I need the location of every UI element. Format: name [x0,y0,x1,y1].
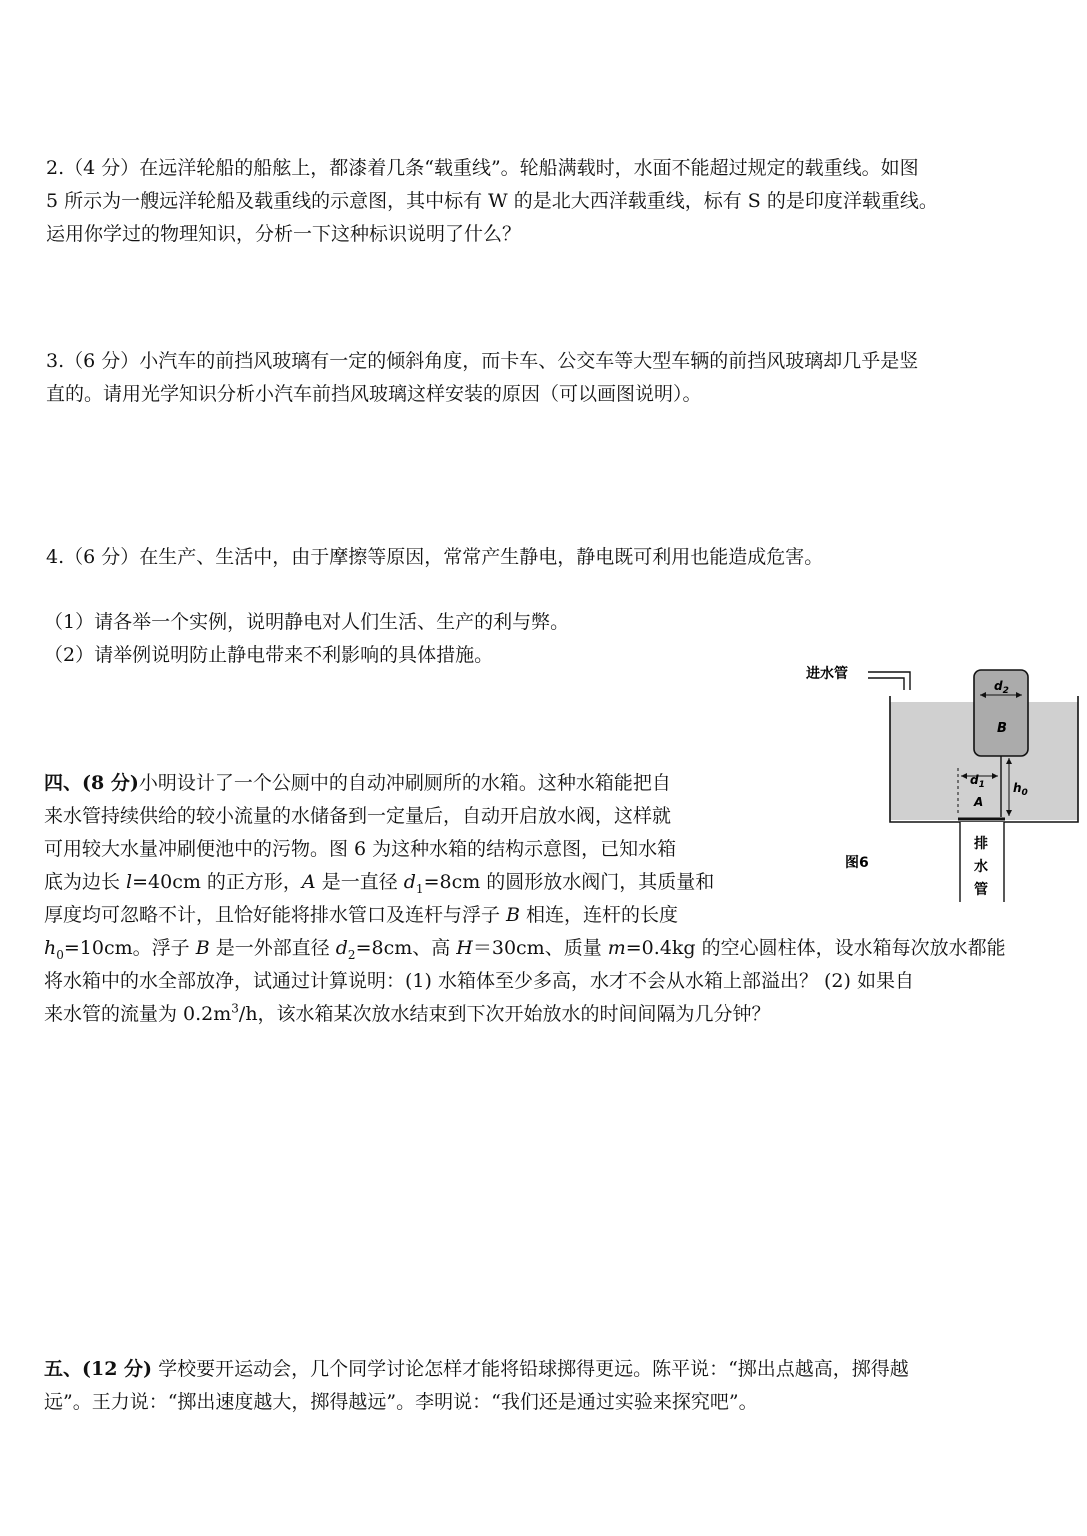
q4-subpart-1: （1）请各举一个实例，说明静电对人们生活、生产的利与弊。 [44,611,570,633]
question-4 [46,541,1051,574]
section-four-heading: 四、(8 分) [44,772,139,794]
valve-label: A [974,795,984,809]
inlet-pipe-label: 进水管 [806,666,848,682]
question-2 [46,152,1051,251]
q2-line-1: 2.（4 分）在远洋轮船的船舷上，都漆着几条“载重线”。轮船满载时，水面不能超过规定的载重线。如图 [46,157,919,179]
inlet-pipe [868,672,910,690]
q3-line-2: 直的。请用光学知识分析小汽车前挡风玻璃这样安装的原因（可以画图说明）。 [46,383,702,405]
q4-subpart-2: （2）请举例说明防止静电带来不利影响的具体措施。 [44,644,494,666]
drain-pipe-label-char-1: 排 [974,836,988,852]
section-four-line-1: 小明设计了一个公厕中的自动冲刷厕所的水箱。这种水箱能把自 [138,772,671,794]
section-four-line-6: $h_0=10cm$。浮子 B 是一外部直径 $d_2=8cm$、高 H＝30cm、质量 m=0.4kg 的空心圆柱体，设水箱每次放水都能 [44,937,1006,962]
rod-length-label: $h_0$ [1013,781,1028,798]
float-diameter-label: $d_2$ [994,679,1009,696]
section-four-line-4: 底为边长 l=40cm 的正方形，A 是一直径 $d_1=8cm$ 的圆形放水阀门，其质量和 [44,871,715,896]
valve-diameter-label: $d_1$ [970,773,985,790]
section-five-heading: 五、(12 分) [44,1358,153,1380]
float-label: B [997,721,1007,736]
drain-pipe-label-char-3: 管 [974,882,988,898]
question-3 [46,345,1051,411]
drain-pipe-label-char-2: 水 [974,859,988,875]
q3-line-1: 3.（6 分）小汽车的前挡风玻璃有一定的倾斜角度，而卡车、公交车等大型车辆的前挡风玻璃却几乎是竖 [46,350,919,372]
q2-line-2: 5 所示为一艘远洋轮船及载重线的示意图，其中标有 W 的是北大西洋载重线，标有 S 的是印度洋载重线。 [46,190,938,212]
section-five-line-1: 学校要开运动会，几个同学讨论怎样才能将铅球掷得更远。陈平说：“掷出点越高，掷得越 [152,1358,909,1380]
section-four-line-5: 厚度均可忽略不计，且恰好能将排水管口及连杆与浮子 B 相连，连杆的长度 [44,904,679,926]
section-five [44,1353,1049,1419]
figure-6-water-tank-diagram [798,650,1083,910]
section-four-line-3: 可用较大水量冲刷便池中的污物。图 6 为这种水箱的结构示意图，已知水箱 [44,838,677,860]
section-four-line-2: 来水管持续供给的较小流量的水储备到一定量后，自动开启放水阀，这样就 [44,805,672,827]
figure-caption: 图6 [845,855,869,871]
q4-line-1: 4.（6 分）在生产、生活中，由于摩擦等原因，常常产生静电，静电既可利用也能造成危害。 [46,546,824,568]
q2-line-3: 运用你学过的物理知识，分析一下这种标识说明了什么？ [46,223,522,245]
section-four-line-7: 将水箱中的水全部放净，试通过计算说明：(1) 水箱体至少多高，水才不会从水箱上部溢出？ (2) 如果自 [44,970,914,992]
section-five-line-2: 远”。王力说：“掷出速度越大，掷得越远”。李明说：“我们还是通过实验来探究吧”。 [44,1391,758,1413]
section-four-line-8: 来水管的流量为 $0.2m^3/h$，该水箱某次放水结束到下次开始放水的时间间隔为几分钟？ [44,1001,771,1025]
